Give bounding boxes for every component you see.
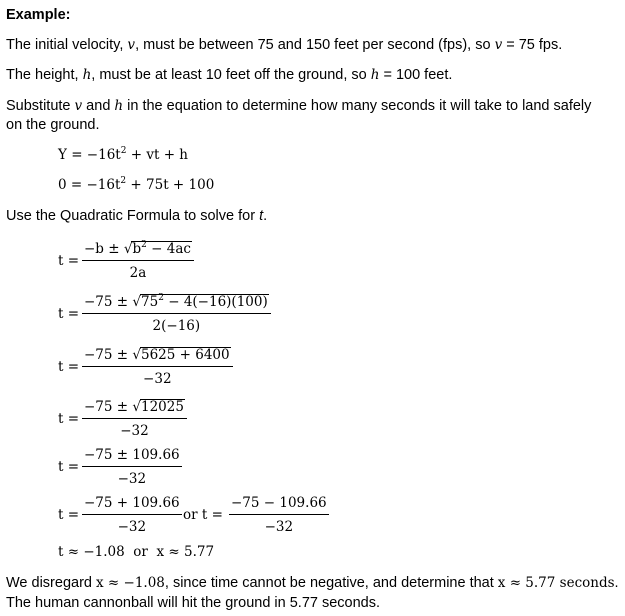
approx-result-b: x ≈ 5.77 [156, 544, 215, 560]
formula-6b-numerator: −75 − 109.66 [229, 494, 329, 515]
formula-2-rad-a: 75 [141, 294, 159, 310]
formula-3-denominator: −32 [143, 371, 172, 387]
quadratic-instruction-text: Use the Quadratic Formula to solve for [6, 208, 260, 224]
sqrt-symbol: √ [123, 241, 133, 257]
formula-1-rad-exp: 2 [141, 240, 147, 250]
height-var-2: h [370, 67, 380, 83]
sqrt-symbol: √ [132, 399, 141, 415]
conclusion-paragraph [6, 574, 619, 592]
formula-4-lhs: t = [58, 411, 80, 427]
formula-5-fraction [82, 446, 182, 488]
general-equation [58, 146, 188, 164]
approx-result [58, 543, 214, 561]
formula-1-radicand [131, 241, 191, 257]
formula-6-lhs: t = [58, 507, 80, 523]
formula-6b-denominator: −32 [264, 519, 294, 535]
velocity-text-3: = 75 fps. [502, 37, 563, 53]
conclusion-math-1: x ≈ −1.08 [96, 575, 165, 591]
formula-5-denominator: −32 [117, 471, 147, 487]
substitute-var-h: h [114, 98, 124, 114]
height-text-3: = 100 feet. [379, 67, 453, 83]
formula-6a-numerator: −75 + 109.66 [82, 494, 182, 515]
general-equation-exponent: 2 [120, 146, 127, 156]
height-text-1: The height, [6, 67, 83, 83]
substituted-equation-rhs: + 75t + 100 [126, 177, 215, 193]
substitute-text-3: in the equation to determine how many seconds it will take to land safely [123, 98, 592, 114]
formula-3-radicand: 5625 + 6400 [141, 347, 230, 363]
formula-6a-denominator: −32 [117, 519, 147, 535]
substitute-text-2: and [82, 98, 115, 114]
formula-6-lhs-2: t = [201, 507, 223, 523]
general-equation-rhs: + vt + h [126, 147, 189, 163]
substituted-equation-lhs: 0 = −16t [58, 177, 121, 193]
formula-4-numerator [82, 398, 187, 419]
formula-1-rad-b: − 4ac [146, 241, 191, 257]
formula-2-lhs: t = [58, 306, 80, 322]
formula-1-lhs: t = [58, 253, 80, 269]
formula-6-fraction-b [229, 494, 329, 536]
quadratic-instruction-var: t [259, 208, 264, 224]
formula-3-fraction [82, 346, 233, 388]
formula-3-numerator [82, 346, 233, 367]
formula-2-radicand [140, 294, 269, 310]
formula-2-numerator [82, 293, 271, 314]
substituted-equation [58, 176, 214, 194]
substitute-text-1: Substitute [6, 98, 75, 114]
formula-1-fraction [82, 240, 194, 282]
formula-4-num-prefix: −75 ± [84, 399, 133, 415]
formula-2-rad-b: − 4(−16)(100) [163, 294, 268, 310]
conclusion-text-3: . [614, 575, 619, 591]
velocity-var-2: v [494, 37, 503, 53]
approx-result-a: t ≈ −1.08 [58, 544, 125, 560]
velocity-var: v [127, 37, 136, 53]
formula-1-numerator [82, 240, 194, 261]
general-equation-lhs: Y = −16t [58, 147, 121, 163]
height-var: h [82, 67, 92, 83]
formula-1-rad-a: b [132, 241, 142, 257]
formula-4-fraction [82, 398, 187, 440]
conclusion-line2: The human cannonball will hit the ground in 5.77 seconds. [6, 595, 381, 611]
conclusion-text-1: We disregard [6, 575, 96, 591]
example-heading: Example: [6, 7, 71, 23]
velocity-text-1: The initial velocity, [6, 37, 128, 53]
formula-2-denominator: 2(−16) [152, 318, 201, 334]
approx-result-or: or [133, 544, 148, 560]
height-paragraph [6, 66, 452, 84]
conclusion-text-2: , since time cannot be negative, and determine that [164, 575, 498, 591]
velocity-text-2: , must be between 75 and 150 feet per second (fps), so [135, 37, 495, 53]
formula-2-num-prefix: −75 ± [84, 294, 133, 310]
formula-1-denominator: 2a [129, 265, 147, 281]
formula-2-fraction [82, 293, 271, 335]
formula-6-or-text: or [183, 507, 198, 523]
formula-4-radicand: 12025 [141, 399, 184, 415]
formula-3-lhs: t = [58, 359, 80, 375]
formula-3-num-prefix: −75 ± [84, 347, 133, 363]
formula-6-or [183, 506, 223, 524]
quadratic-instruction-end: . [263, 208, 268, 224]
substitute-var-v: v [74, 98, 83, 114]
formula-5-numerator: −75 ± 109.66 [82, 446, 182, 467]
substitute-paragraph [6, 97, 591, 115]
sqrt-symbol: √ [132, 347, 141, 363]
formula-4-denominator: −32 [120, 423, 149, 439]
substitute-paragraph-line2: on the ground. [6, 117, 100, 133]
formula-5-lhs: t = [58, 459, 80, 475]
sqrt-symbol: √ [132, 294, 141, 310]
substituted-equation-exponent: 2 [120, 176, 127, 186]
formula-1-num-prefix: −b ± [84, 241, 124, 257]
height-text-2: , must be at least 10 feet off the ground, so [91, 67, 371, 83]
quadratic-formula-instruction [6, 207, 267, 225]
conclusion-math-2: x ≈ 5.77 seconds [497, 575, 615, 591]
velocity-paragraph [6, 36, 562, 54]
formula-2-rad-exp: 2 [158, 293, 164, 303]
formula-6-fraction-a [82, 494, 182, 536]
